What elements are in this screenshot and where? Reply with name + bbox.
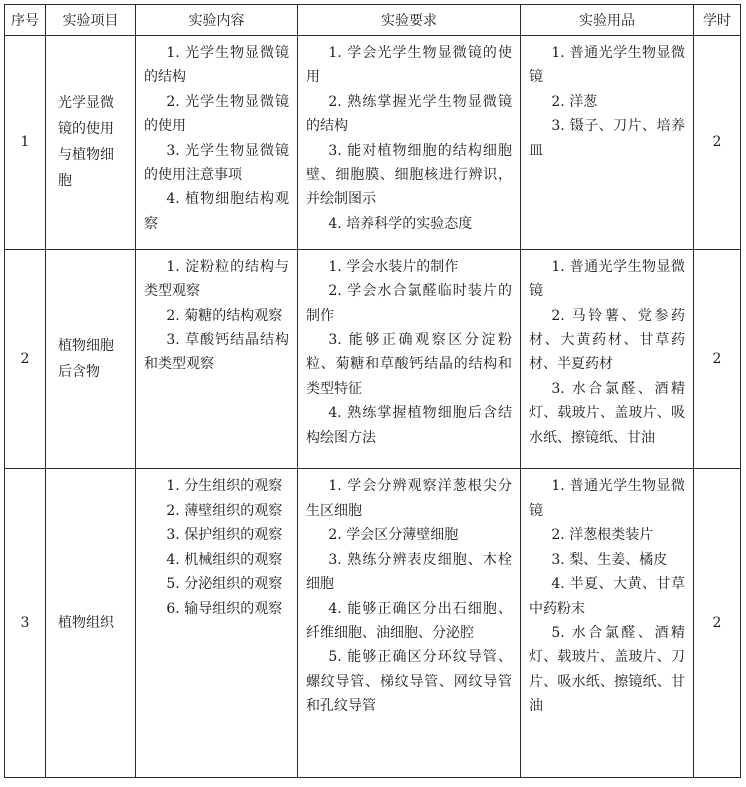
requirements-cell bbox=[298, 249, 521, 469]
requirements-cell bbox=[298, 469, 521, 778]
requirement-item: 2. 熟练掌握光学生物显微镜的结构 bbox=[306, 93, 512, 135]
table-row bbox=[5, 469, 741, 778]
header-project: 实验项目 bbox=[46, 5, 136, 36]
supply-item: 1. 普通光学生物显微镜 bbox=[529, 478, 685, 519]
content-item: 6. 输导组织的观察 bbox=[166, 600, 283, 617]
requirement-item: 1. 学会水装片的制作 bbox=[328, 258, 459, 275]
row-number: 1 bbox=[5, 36, 46, 250]
header-hours: 学时 bbox=[694, 5, 741, 36]
supply-item: 3. 梨、生姜、橘皮 bbox=[551, 551, 668, 568]
project-name: 植物组织 bbox=[46, 469, 136, 778]
experiment-syllabus-table bbox=[4, 4, 741, 778]
header-row bbox=[5, 5, 741, 36]
content-item: 1. 光学生物显微镜的结构 bbox=[144, 45, 289, 86]
supply-item: 2. 洋葱 bbox=[551, 93, 598, 110]
supply-item: 2. 洋葱根类装片 bbox=[551, 527, 654, 544]
requirement-item: 5. 能够正确区分环纹导管、螺纹导管、梯纹导管、网纹导管和孔纹导管 bbox=[306, 649, 512, 715]
row-number: 2 bbox=[5, 249, 46, 469]
supplies-cell bbox=[521, 249, 694, 469]
header-supplies: 实验用品 bbox=[521, 5, 694, 36]
requirement-item: 1. 学会分辨观察洋葱根尖分生区细胞 bbox=[306, 478, 512, 519]
content-item: 4. 植物细胞结构观察 bbox=[144, 191, 289, 232]
hours-value: 2 bbox=[694, 36, 741, 250]
supply-item: 5. 水合氯醛、酒精灯、载玻片、盖玻片、刀片、吸水纸、擦镜纸、甘油 bbox=[529, 624, 685, 715]
requirement-item: 3. 能对植物细胞的结构细胞壁、细胞膜、细胞核进行辨识，并绘制图示 bbox=[306, 142, 512, 208]
hours-value: 2 bbox=[694, 249, 741, 469]
requirement-item: 4. 培养科学的实验态度 bbox=[328, 215, 473, 232]
supplies-cell bbox=[521, 469, 694, 778]
content-item: 3. 保护组织的观察 bbox=[166, 527, 283, 544]
supply-item: 1. 普通光学生物显微镜 bbox=[529, 258, 685, 300]
content-item: 1. 淀粉粒的结构与类型观察 bbox=[144, 258, 289, 300]
content-item: 1. 分生组织的观察 bbox=[166, 478, 283, 495]
content-item: 3. 光学生物显微镜的使用注意事项 bbox=[144, 142, 289, 184]
requirement-item: 4. 能够正确区分出石细胞、纤维细胞、油细胞、分泌腔 bbox=[306, 600, 512, 641]
requirement-item: 3. 能够正确观察区分淀粉粒、菊糖和草酸钙结晶的结构和类型特征 bbox=[306, 331, 512, 397]
table-row bbox=[5, 36, 741, 250]
requirement-item: 2. 学会区分薄壁细胞 bbox=[328, 527, 459, 544]
requirement-item: 4. 熟练掌握植物细胞后含结构绘图方法 bbox=[306, 405, 512, 446]
supply-item: 3. 镊子、刀片、培养皿 bbox=[529, 118, 685, 159]
content-item: 2. 光学生物显微镜的使用 bbox=[144, 93, 289, 135]
content-item: 3. 草酸钙结晶结构和类型观察 bbox=[144, 331, 289, 373]
project-name: 光学显微镜的使用与植物细胞 bbox=[46, 36, 136, 250]
requirements-cell bbox=[298, 36, 521, 250]
hours-value: 2 bbox=[694, 469, 741, 778]
header-no: 序号 bbox=[5, 5, 46, 36]
supply-item: 2. 马铃薯、党参药材、大黄药材、甘草药材、半夏药材 bbox=[529, 307, 685, 373]
supply-item: 4. 半夏、大黄、甘草中药粉末 bbox=[529, 576, 685, 617]
content-cell bbox=[136, 469, 298, 778]
content-item: 2. 菊糖的结构观察 bbox=[166, 307, 283, 324]
requirement-item: 3. 熟练分辨表皮细胞、木栓细胞 bbox=[306, 551, 512, 593]
supplies-cell bbox=[521, 36, 694, 250]
supply-item: 3. 水合氯醛、酒精灯、载玻片、盖玻片、吸水纸、擦镜纸、甘油 bbox=[529, 380, 685, 446]
content-cell bbox=[136, 36, 298, 250]
header-requirements: 实验要求 bbox=[298, 5, 521, 36]
row-number: 3 bbox=[5, 469, 46, 778]
content-item: 2. 薄壁组织的观察 bbox=[166, 502, 283, 519]
requirement-item: 1. 学会光学生物显微镜的使用 bbox=[306, 45, 512, 86]
content-item: 5. 分泌组织的观察 bbox=[166, 576, 283, 593]
content-cell bbox=[136, 249, 298, 469]
supply-item: 1. 普通光学生物显微镜 bbox=[529, 45, 685, 86]
project-name: 植物细胞后含物 bbox=[46, 249, 136, 469]
content-item: 4. 机械组织的观察 bbox=[166, 551, 283, 568]
table-row bbox=[5, 249, 741, 469]
requirement-item: 2. 学会水合氯醛临时装片的制作 bbox=[306, 283, 512, 324]
header-content: 实验内容 bbox=[136, 5, 298, 36]
